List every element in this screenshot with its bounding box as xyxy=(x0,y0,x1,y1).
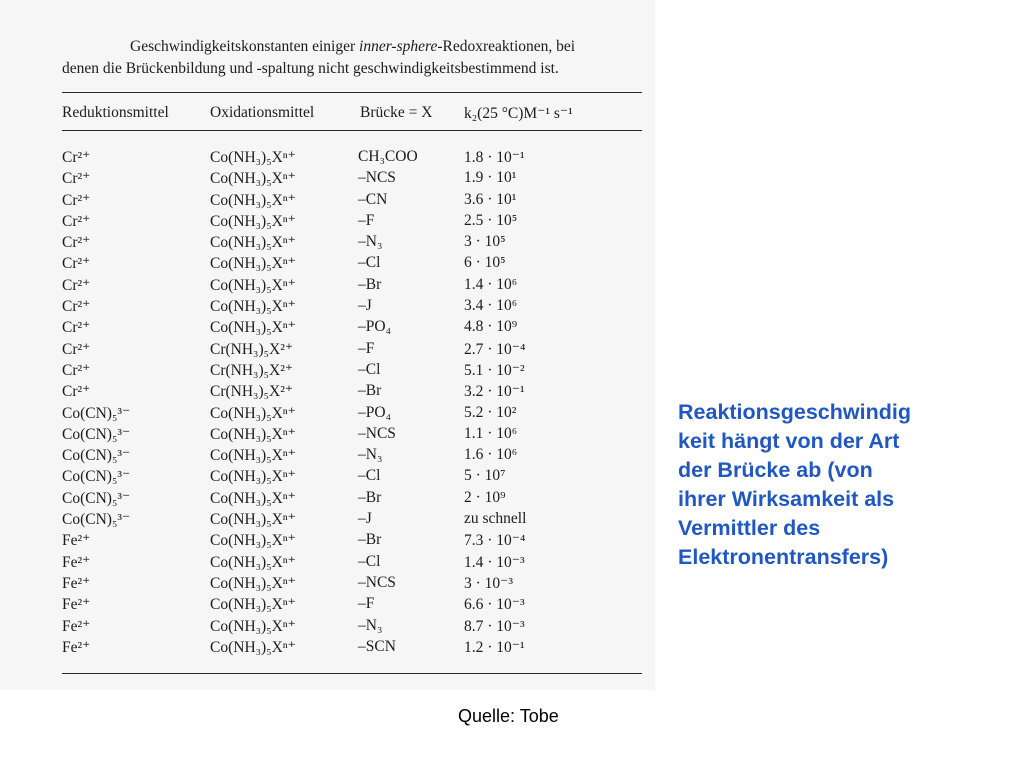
oxidationsmittel-cell: Cr(NH₃)₅X²⁺ xyxy=(210,340,294,358)
reduktionsmittel-cell: Fe²⁺ xyxy=(62,553,91,571)
header-oxidationsmittel: Oxidationsmittel xyxy=(210,104,315,121)
oxidationsmittel-cell: Co(NH₃)₅Xⁿ⁺ xyxy=(210,447,296,465)
bruecke-cell: –NCS xyxy=(358,169,396,187)
reduktionsmittel-cell: Cr²⁺ xyxy=(62,319,91,337)
oxidationsmittel-cell: Cr(NH₃)₅X²⁺ xyxy=(210,383,294,401)
bruecke-cell: –Br xyxy=(358,382,382,400)
table-bottom-rule xyxy=(62,673,642,674)
rate-constant-cell: 5.2 · 10² xyxy=(464,403,517,421)
side-note-line: ihrer Wirksamkeit als xyxy=(678,487,895,511)
bruecke-cell: –CN xyxy=(358,190,388,208)
bruecke-cell: –N₃ xyxy=(358,233,383,251)
reduktionsmittel-cell: Co(CN)₅³⁻ xyxy=(62,404,131,422)
side-note-line: Reaktionsgeschwindig xyxy=(678,400,911,424)
table-row xyxy=(0,382,655,403)
table-body xyxy=(0,148,655,659)
rate-constant-cell: 3.4 · 10⁶ xyxy=(464,297,518,315)
table-caption xyxy=(62,36,647,80)
side-note-line: der Brücke ab (von xyxy=(678,458,873,482)
table-row xyxy=(0,233,655,254)
rate-constant-cell: 1.8 · 10⁻¹ xyxy=(464,149,525,166)
table-row xyxy=(0,340,655,361)
oxidationsmittel-cell: Co(NH₃)₅Xⁿ⁺ xyxy=(210,276,296,294)
header-rule xyxy=(62,130,642,131)
rate-constant-cell: 1.9 · 10¹ xyxy=(464,169,517,187)
oxidationsmittel-cell: Co(NH₃)₅Xⁿ⁺ xyxy=(210,425,296,443)
table-row xyxy=(0,638,655,659)
oxidationsmittel-cell: Co(NH₃)₅Xⁿ⁺ xyxy=(210,617,296,635)
table-row xyxy=(0,191,655,212)
rate-constant-cell: 3 · 10⁵ xyxy=(464,233,506,251)
caption-line-1 xyxy=(62,36,647,58)
table-row xyxy=(0,404,655,425)
oxidationsmittel-cell: Co(NH₃)₅Xⁿ⁺ xyxy=(210,319,296,337)
reduktionsmittel-cell: Co(CN)₅³⁻ xyxy=(62,425,131,443)
table-row xyxy=(0,169,655,190)
rate-constant-cell: 1.2 · 10⁻¹ xyxy=(464,638,525,656)
table-row xyxy=(0,276,655,297)
reduktionsmittel-cell: Co(CN)₅³⁻ xyxy=(62,468,131,486)
bruecke-cell: CH₃COO xyxy=(358,148,418,165)
rate-constant-cell: 2.5 · 10⁵ xyxy=(464,211,518,229)
rate-constant-cell: 1.4 · 10⁶ xyxy=(464,275,518,293)
rate-constant-cell: 2.7 · 10⁻⁴ xyxy=(464,340,526,358)
oxidationsmittel-cell: Co(NH₃)₅Xⁿ⁺ xyxy=(210,212,296,230)
table-row xyxy=(0,531,655,552)
header-reduktionsmittel: Reduktionsmittel xyxy=(62,104,169,121)
bruecke-cell: –J xyxy=(358,297,372,315)
bruecke-cell: –Cl xyxy=(358,552,381,570)
rate-constant-cell: 1.1 · 10⁶ xyxy=(464,424,518,442)
rate-constant-cell: 3 · 10⁻³ xyxy=(464,574,513,592)
table-row xyxy=(0,617,655,638)
bruecke-cell: –F xyxy=(358,339,375,357)
rate-constant-cell: 5 · 10⁷ xyxy=(464,467,506,485)
rate-constant-cell: zu schnell xyxy=(464,510,527,528)
bruecke-cell: –N₃ xyxy=(358,616,383,634)
side-note-line: Vermittler des xyxy=(678,516,821,540)
reduktionsmittel-cell: Co(CN)₅³⁻ xyxy=(62,447,131,465)
reduktionsmittel-cell: Cr²⁺ xyxy=(62,255,91,273)
rate-constant-cell: 2 · 10⁹ xyxy=(464,488,506,506)
reduktionsmittel-cell: Fe²⁺ xyxy=(62,596,91,614)
reduktionsmittel-cell: Cr²⁺ xyxy=(62,149,91,166)
side-note xyxy=(678,398,998,572)
header-rate-constant: k₂(25 °C)M⁻¹ s⁻¹ xyxy=(464,105,573,122)
oxidationsmittel-cell: Co(NH₃)₅Xⁿ⁺ xyxy=(210,191,296,209)
table-row xyxy=(0,212,655,233)
bruecke-cell: –Cl xyxy=(358,467,381,485)
header-bruecke: Brücke = X xyxy=(360,104,433,121)
rate-constant-cell: 3.6 · 10¹ xyxy=(464,190,517,208)
table-row xyxy=(0,254,655,275)
bruecke-cell: –Br xyxy=(358,275,382,293)
source-citation: Quelle: Tobe xyxy=(458,706,559,726)
table-row xyxy=(0,595,655,616)
caption-italic-term: inner-sphere xyxy=(359,38,438,55)
bruecke-cell: –NCS xyxy=(358,573,396,591)
table-row xyxy=(0,148,655,169)
bruecke-cell: –Br xyxy=(358,531,382,549)
bruecke-cell: –F xyxy=(358,211,375,229)
reduktionsmittel-cell: Co(CN)₅³⁻ xyxy=(62,511,131,529)
oxidationsmittel-cell: Co(NH₃)₅Xⁿ⁺ xyxy=(210,404,296,422)
side-note-line: keit hängt von der Art xyxy=(678,429,900,453)
bruecke-cell: –NCS xyxy=(358,424,396,442)
table-row xyxy=(0,446,655,467)
rate-constant-cell: 3.2 · 10⁻¹ xyxy=(464,383,525,401)
reduktionsmittel-cell: Fe²⁺ xyxy=(62,617,91,635)
reduktionsmittel-cell: Fe²⁺ xyxy=(62,532,91,550)
table-row xyxy=(0,467,655,488)
bruecke-cell: –PO₄ xyxy=(358,403,391,421)
reduktionsmittel-cell: Cr²⁺ xyxy=(62,170,91,188)
bruecke-cell: –F xyxy=(358,595,375,613)
reduktionsmittel-cell: Fe²⁺ xyxy=(62,638,91,656)
caption-line-2: denen die Brückenbildung und -spaltung nicht geschwindigkeitsbestimmend ist. xyxy=(62,60,559,77)
table-row xyxy=(0,553,655,574)
side-note-line: Elektronentransfers) xyxy=(678,545,889,569)
rate-constant-cell: 4.8 · 10⁹ xyxy=(464,318,518,336)
oxidationsmittel-cell: Co(NH₃)₅Xⁿ⁺ xyxy=(210,489,296,507)
bruecke-cell: –SCN xyxy=(358,637,396,655)
bruecke-cell: –Cl xyxy=(358,254,381,272)
reduktionsmittel-cell: Cr²⁺ xyxy=(62,298,91,316)
table-row xyxy=(0,510,655,531)
table-row xyxy=(0,297,655,318)
table-top-rule xyxy=(62,92,642,93)
caption-text: -Redoxreaktionen, bei xyxy=(437,38,576,55)
table-row xyxy=(0,318,655,339)
table-row xyxy=(0,361,655,382)
bruecke-cell: –J xyxy=(358,510,372,528)
reduktionsmittel-cell: Cr²⁺ xyxy=(62,212,91,230)
oxidationsmittel-cell: Co(NH₃)₅Xⁿ⁺ xyxy=(210,553,296,571)
reduktionsmittel-cell: Cr²⁺ xyxy=(62,191,91,209)
bruecke-cell: –Cl xyxy=(358,360,381,378)
oxidationsmittel-cell: Co(NH₃)₅Xⁿ⁺ xyxy=(210,596,296,614)
reduktionsmittel-cell: Fe²⁺ xyxy=(62,574,91,592)
rate-constant-cell: 5.1 · 10⁻² xyxy=(464,361,525,379)
rate-constant-cell: 1.4 · 10⁻³ xyxy=(464,553,525,571)
table-row xyxy=(0,425,655,446)
table-row xyxy=(0,489,655,510)
bruecke-cell: –N₃ xyxy=(358,446,383,464)
rate-constant-cell: 6.6 · 10⁻³ xyxy=(464,596,525,614)
caption-text: Geschwindigkeitskonstanten einiger xyxy=(130,38,360,55)
reduktionsmittel-cell: Co(CN)₅³⁻ xyxy=(62,489,131,507)
rate-constant-cell: 7.3 · 10⁻⁴ xyxy=(464,532,526,550)
rate-constant-cell: 8.7 · 10⁻³ xyxy=(464,617,525,635)
bruecke-cell: –Br xyxy=(358,488,382,506)
oxidationsmittel-cell: Co(NH₃)₅Xⁿ⁺ xyxy=(210,149,296,166)
oxidationsmittel-cell: Co(NH₃)₅Xⁿ⁺ xyxy=(210,532,296,550)
table-row xyxy=(0,574,655,595)
oxidationsmittel-cell: Co(NH₃)₅Xⁿ⁺ xyxy=(210,234,296,252)
reduktionsmittel-cell: Cr²⁺ xyxy=(62,234,91,252)
rate-constant-cell: 6 · 10⁵ xyxy=(464,254,506,272)
reduktionsmittel-cell: Cr²⁺ xyxy=(62,361,91,379)
oxidationsmittel-cell: Co(NH₃)₅Xⁿ⁺ xyxy=(210,638,296,656)
oxidationsmittel-cell: Co(NH₃)₅Xⁿ⁺ xyxy=(210,574,296,592)
oxidationsmittel-cell: Co(NH₃)₅Xⁿ⁺ xyxy=(210,170,296,188)
rate-constant-cell: 1.6 · 10⁶ xyxy=(464,446,518,464)
oxidationsmittel-cell: Co(NH₃)₅Xⁿ⁺ xyxy=(210,511,296,529)
oxidationsmittel-cell: Co(NH₃)₅Xⁿ⁺ xyxy=(210,468,296,486)
oxidationsmittel-cell: Cr(NH₃)₅X²⁺ xyxy=(210,361,294,379)
oxidationsmittel-cell: Co(NH₃)₅Xⁿ⁺ xyxy=(210,255,296,273)
reduktionsmittel-cell: Cr²⁺ xyxy=(62,340,91,358)
bruecke-cell: –PO₄ xyxy=(358,318,391,336)
reduktionsmittel-cell: Cr²⁺ xyxy=(62,383,91,401)
oxidationsmittel-cell: Co(NH₃)₅Xⁿ⁺ xyxy=(210,298,296,316)
reduktionsmittel-cell: Cr²⁺ xyxy=(62,276,91,294)
